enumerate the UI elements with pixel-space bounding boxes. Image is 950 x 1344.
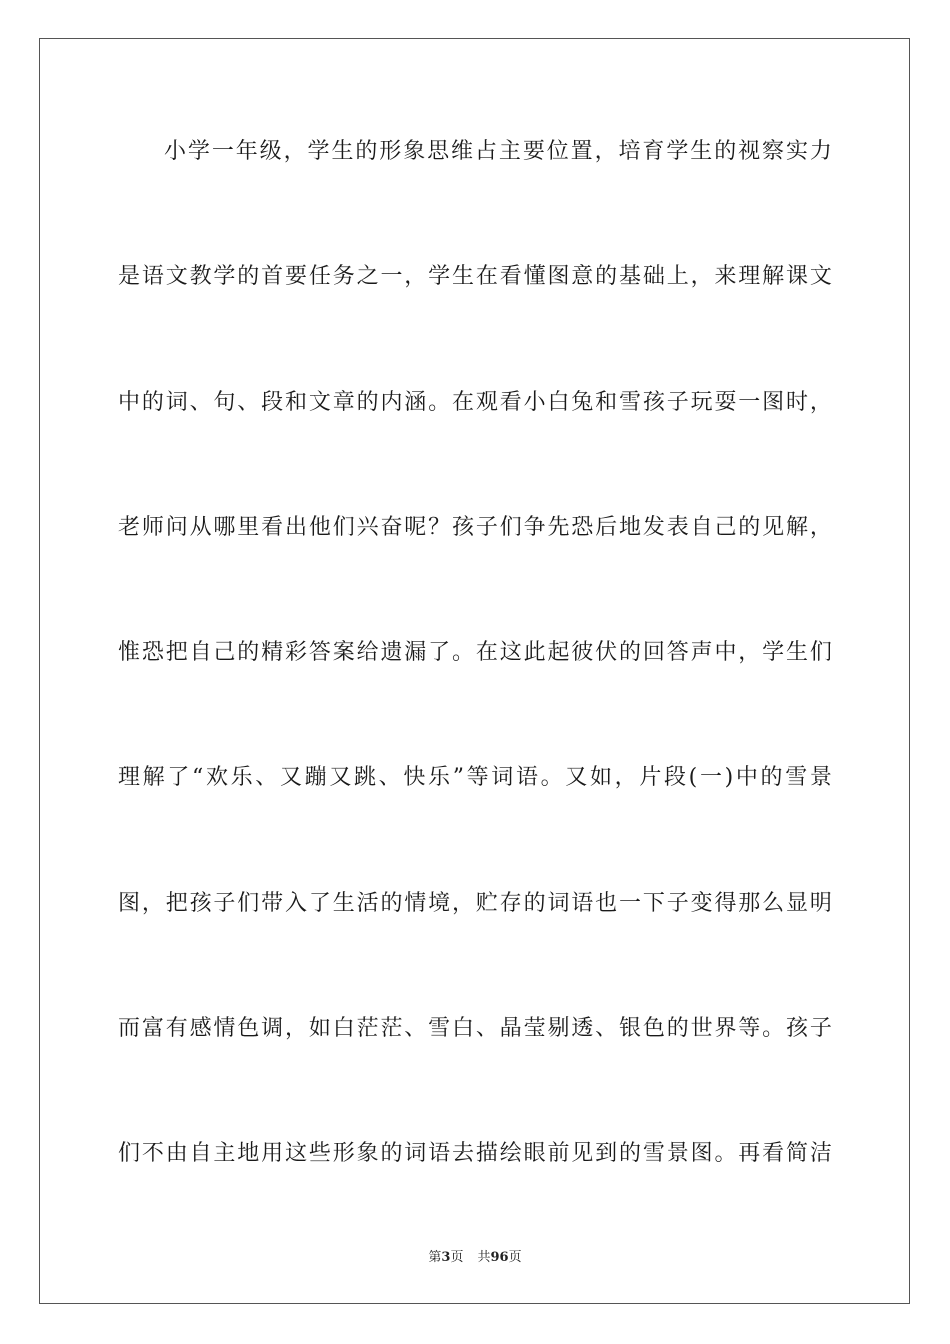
page-total: 96: [490, 1250, 509, 1265]
document-body: [118, 129, 833, 1257]
text-line: 们不由自主地用这些形象的词语去描绘眼前见到的雪景图。再看简洁: [118, 1141, 833, 1167]
text-line: 惟恐把自己的精彩答案给遗漏了。在这此起彼伏的回答声中，学生们: [118, 640, 833, 666]
page-footer: [0, 1246, 950, 1265]
total-suffix: 页: [508, 1250, 522, 1265]
text-line: 而富有感情色调，如白茫茫、雪白、晶莹剔透、银色的世界等。孩子: [118, 1016, 833, 1042]
text-line: 小学一年级，学生的形象思维占主要位置，培育学生的视察实力: [164, 139, 833, 164]
text-line: 中的词、句、段和文章的内涵。在观看小白兔和雪孩子玩耍一图时，: [118, 389, 833, 415]
text-line: 理解了“欢乐、又蹦又跳、快乐”等词语。又如，片段(一)中的雪景: [118, 765, 833, 791]
text-line: 是语文教学的首要任务之一，学生在看懂图意的基础上，来理解课文: [118, 264, 833, 290]
total-prefix: 共: [477, 1250, 491, 1265]
text-line: 图，把孩子们带入了生活的情境，贮存的词语也一下子变得那么显明: [118, 890, 833, 916]
text-line: 老师问从哪里看出他们兴奋呢？孩子们争先恐后地发表自己的见解，: [118, 514, 833, 540]
page-suffix: 页: [450, 1250, 464, 1265]
page-prefix: 第: [428, 1250, 442, 1265]
page-current: 3: [441, 1250, 451, 1265]
